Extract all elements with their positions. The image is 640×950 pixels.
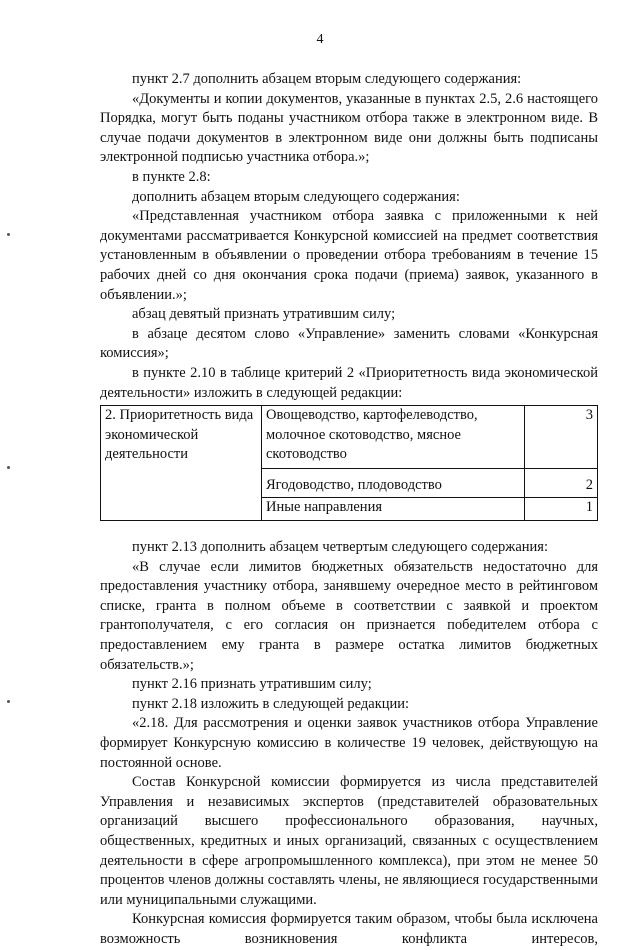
document-body xyxy=(100,70,598,950)
scan-mark xyxy=(7,466,10,469)
paragraph: пункт 2.7 дополнить абзацем вторым следующего содержания: xyxy=(132,71,522,87)
direction-cell: Ягодоводство, плодоводство xyxy=(262,469,525,498)
scan-mark xyxy=(7,233,10,236)
score-cell: 2 xyxy=(525,469,598,498)
paragraph: «Документы и копии документов, указанные в пунктах 2.5, 2.6 настоящего Порядка, могут быть поданы участником отбора также в электронном виде. В случае подачи документов в электронном виде они должны быть подписаны электронной подписью участника отбора.»; xyxy=(100,90,598,166)
score-cell: 1 xyxy=(525,498,598,521)
table-row xyxy=(101,406,598,469)
paragraph: в пункте 2.10 в таблице критерий 2 «Приоритетность вида экономической деятельности» изложить в следующей редакции: xyxy=(100,364,598,401)
paragraph: в пункте 2.8: xyxy=(132,168,211,185)
paragraph: пункт 2.16 признать утратившим силу; xyxy=(132,676,372,693)
paragraph: Состав Конкурсной комиссии формируется из числа представителей Управления и независимых экспертов (представителей образовательных организаций высшего профессионального образования, научных, общественных, кредитных и иных организаций, связанных с осуществлением деятельности в сфере агропромышленного комплекса), при этом не менее 50 процентов членов должны составлять члены, не являющиеся государственными или муниципальными служащими. xyxy=(100,774,598,908)
spacer xyxy=(100,527,598,538)
direction-cell: Овощеводство, картофелеводство, молочное скотоводство, мясное скотоводство xyxy=(262,406,525,469)
criterion-cell: 2. Приоритетность вида экономической деятельности xyxy=(101,406,262,521)
criteria-table xyxy=(100,405,598,521)
paragraphs-before-table xyxy=(100,70,598,403)
page-number: 4 xyxy=(316,32,324,47)
paragraph: «2.18. Для рассмотрения и оценки заявок участников отбора Управление формирует Конкурсную комиссию в количестве 19 человек, действующую на постоянной основе. xyxy=(100,715,598,771)
score-cell: 3 xyxy=(525,406,598,469)
paragraph: «Представленная участником отбора заявка с приложенными к ней документами рассматривается Конкурсной комиссией на предмет соответствия установленным в объявлении о проведении отбора требованиям в течение 15 рабочих дней со дня окончания срока подачи (приема) заявок, указанного в объявлении.»; xyxy=(100,208,598,303)
paragraph: пункт 2.13 дополнить абзацем четвертым следующего содержания: xyxy=(132,539,548,556)
direction-cell: Иные направления xyxy=(262,498,525,521)
paragraphs-after-table xyxy=(100,538,598,949)
paragraph: абзац девятый признать утратившим силу; xyxy=(132,306,396,323)
paragraph: пункт 2.18 изложить в следующей редакции: xyxy=(132,695,410,712)
scan-mark xyxy=(7,700,10,703)
paragraph: Конкурсная комиссия формируется таким образом, чтобы была исключена возможность возникновения конфликта интересов, xyxy=(100,911,598,947)
paragraph: дополнить абзацем вторым следующего содержания: xyxy=(132,188,460,205)
paragraph: в абзаце десятом слово «Управление» заменить словами «Конкурсная комиссия»; xyxy=(100,325,598,362)
paragraph: «В случае если лимитов бюджетных обязательств недостаточно для предоставления участнику отбора, занявшему очередное место в рейтинговом списке, гранта в полном объеме в соответствии с заявкой и проектом грантополучателя, с его согласия он признается победителем отбора с предоставлением ему гранта в размере остатка лимитов бюджетных обязательств.»; xyxy=(100,558,598,673)
